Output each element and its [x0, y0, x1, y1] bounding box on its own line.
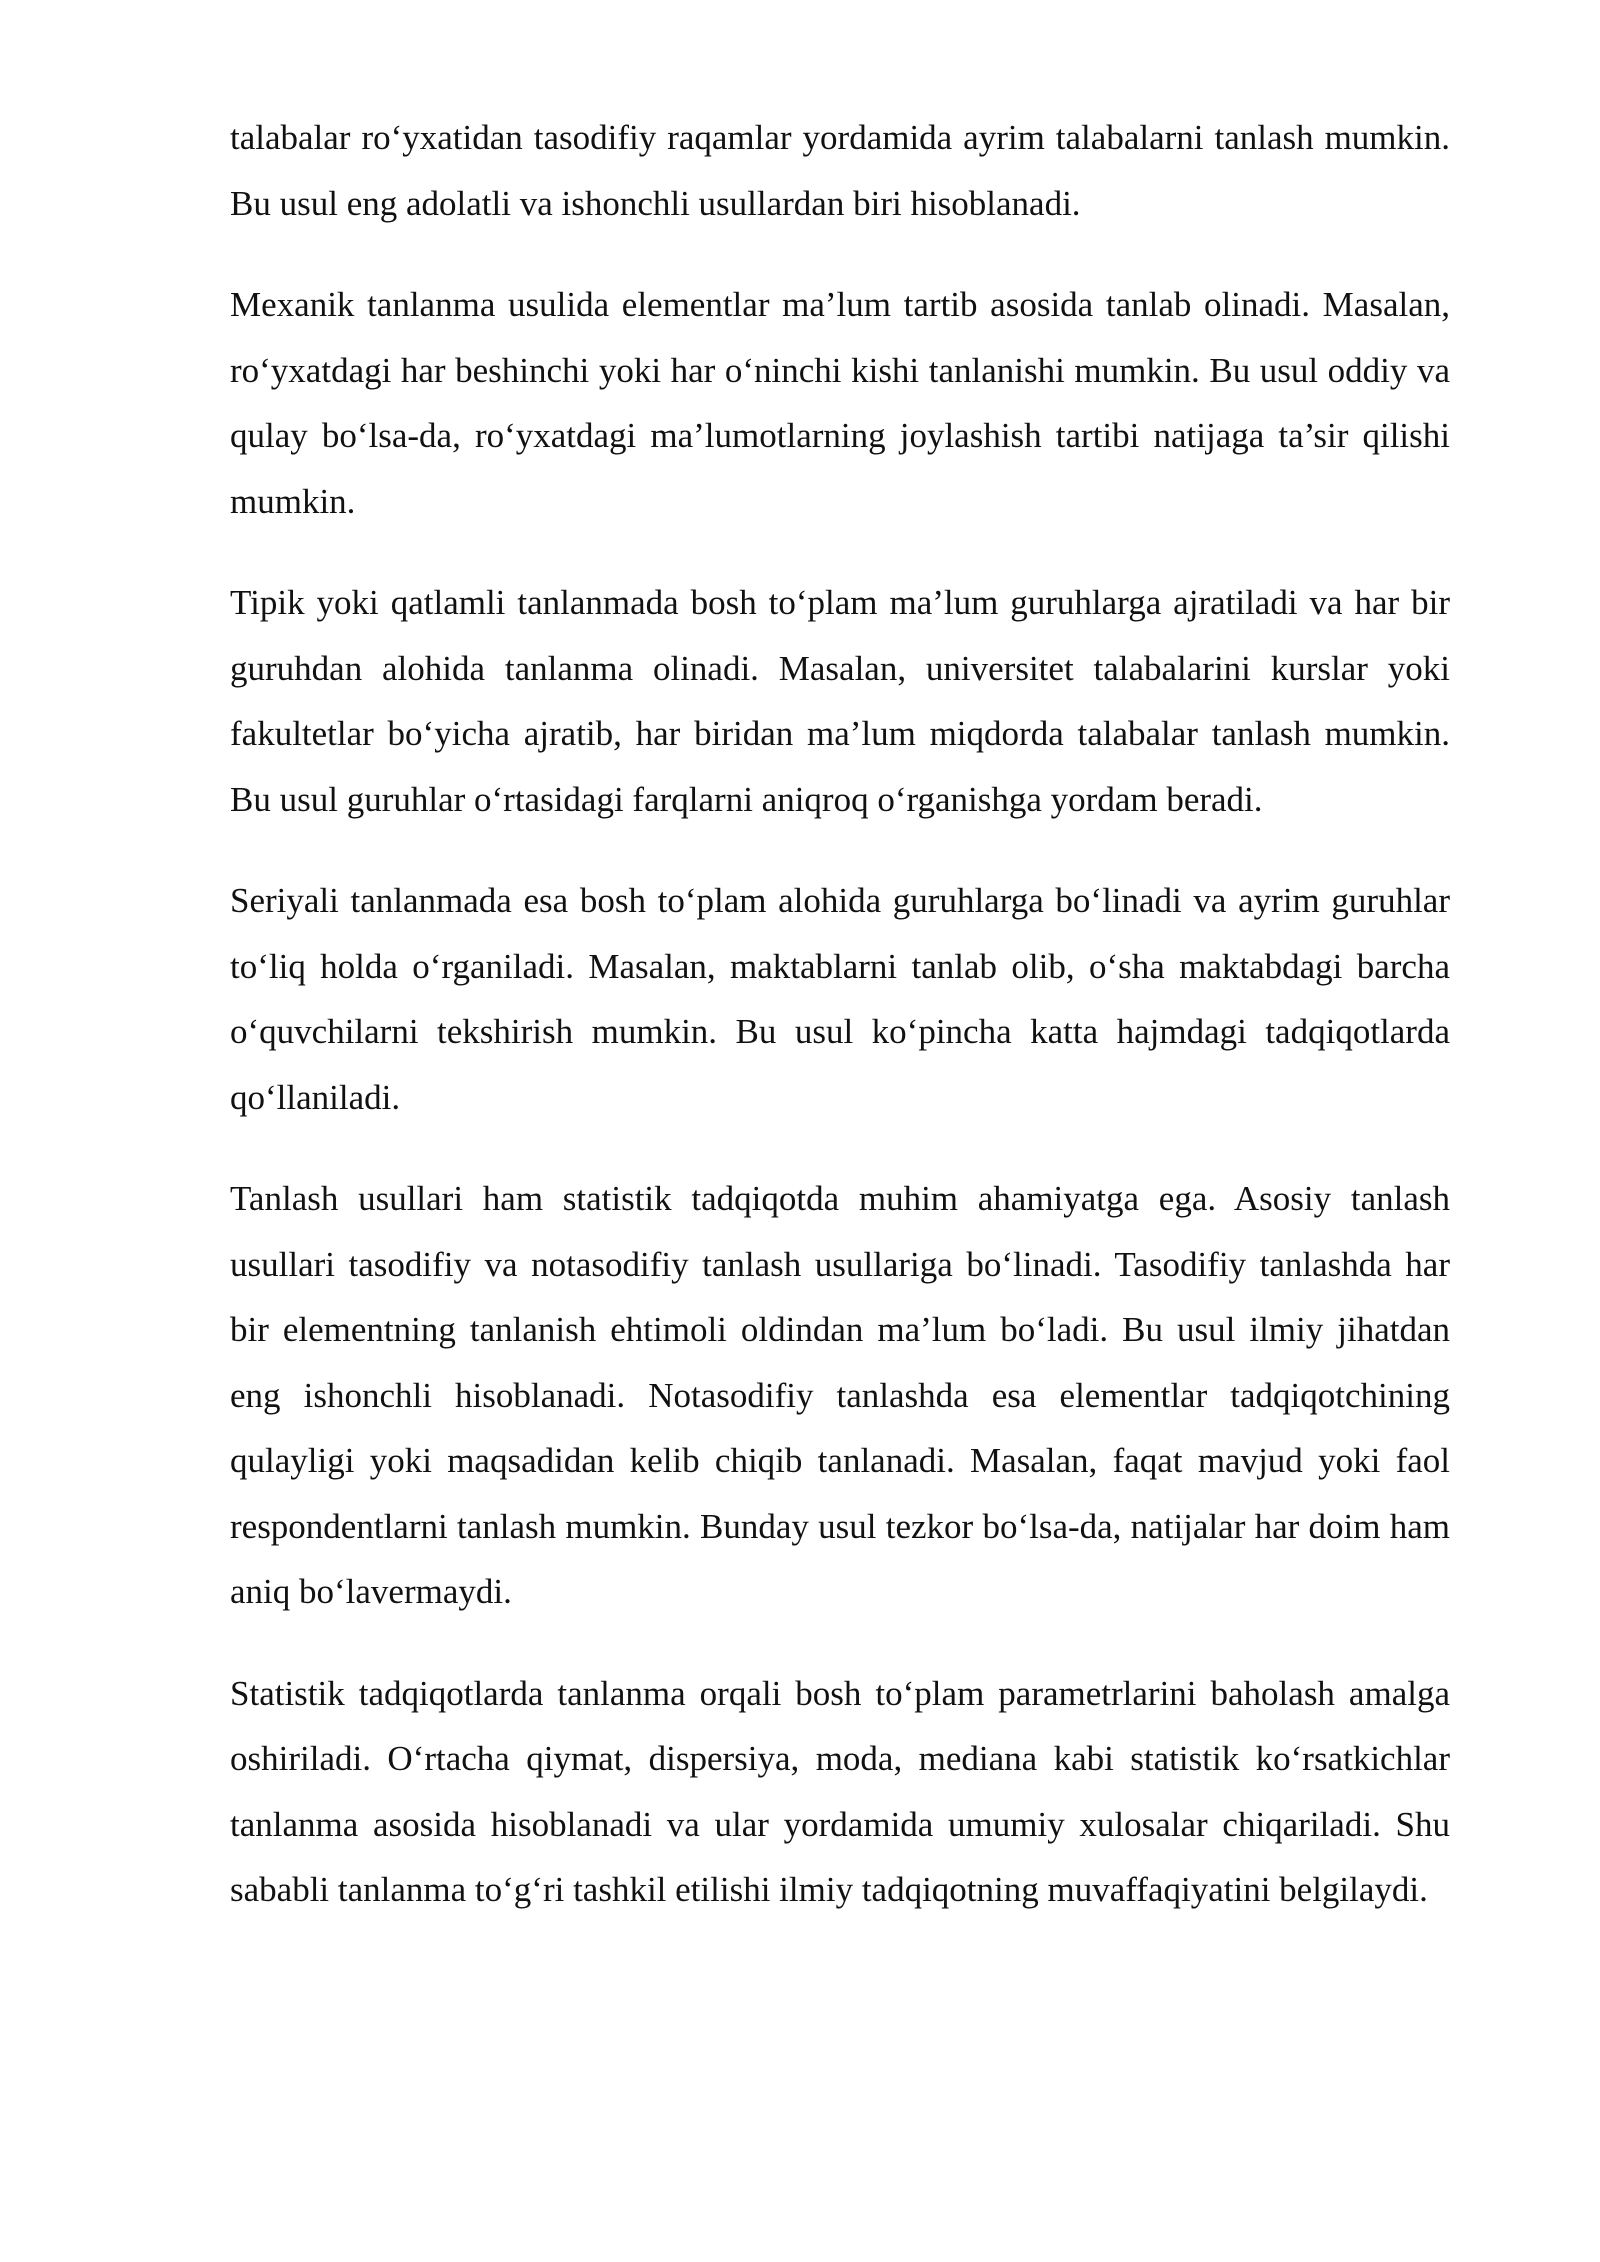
paragraph-3: Tipik yoki qatlamli tanlanmada bosh to‘plam ma’lum guruhlarga ajratiladi va har bir guruhdan alohida tanlanma olinadi. Masalan, universitet talabalarini kurslar yoki fakultetlar bo‘yicha ajratib, har biridan ma’lum miqdorda talabalar tanlash mumkin. Bu usul guruhlar o‘rtasidagi farqlarni aniqroq o‘rganishga yordam beradi.	[230, 583, 1450, 819]
paragraph-2: Mexanik tanlanma usulida elementlar ma’lum tartib asosida tanlab olinadi. Masalan, ro‘yxatdagi har beshinchi yoki har o‘ninchi kishi tanlanishi mumkin. Bu usul oddiy va qulay bo‘lsa-da, ro‘yxatdagi ma’lumotlarning joylashish tartibi natijaga ta’sir qilishi mumkin.	[230, 285, 1450, 521]
paragraph-1: talabalar ro‘yxatidan tasodifiy raqamlar yordamida ayrim talabalarni tanlash mumkin. Bu usul eng adolatli va ishonchli usullardan biri hisoblanadi.	[230, 118, 1450, 223]
document-page	[230, 105, 1450, 1959]
paragraph-6: Statistik tadqiqotlarda tanlanma orqali bosh to‘plam parametrlarini baholash amalga oshiriladi. O‘rtacha qiymat, dispersiya, moda, mediana kabi statistik ko‘rsatkichlar tanlanma asosida hisoblanadi va ular yordamida umumiy xulosalar chiqariladi. Shu sababli tanlanma to‘g‘ri tashkil etilishi ilmiy tadqiqotning muvaffaqiyatini belgilaydi.	[230, 1673, 1450, 1909]
paragraph-4: Seriyali tanlanmada esa bosh to‘plam alohida guruhlarga bo‘linadi va ayrim guruhlar to‘liq holda o‘rganiladi. Masalan, maktablarni tanlab olib, o‘sha maktabdagi barcha o‘quvchilarni tekshirish mumkin. Bu usul ko‘pincha katta hajmdagi tadqiqotlarda qo‘llaniladi.	[230, 881, 1450, 1117]
paragraph-5: Tanlash usullari ham statistik tadqiqotda muhim ahamiyatga ega. Asosiy tanlash usullari tasodifiy va notasodifiy tanlash usullariga bo‘linadi. Tasodifiy tanlashda har bir elementning tanlanish ehtimoli oldindan ma’lum bo‘ladi. Bu usul ilmiy jihatdan eng ishonchli hisoblanadi. Notasodifiy tanlashda esa elementlar tadqiqotchining qulayligi yoki maqsadidan kelib chiqib tanlanadi. Masalan, faqat mavjud yoki faol respondentlarni tanlash mumkin. Bunday usul tezkor bo‘lsa-da, natijalar har doim ham aniq bo‘lavermaydi.	[230, 1179, 1450, 1611]
